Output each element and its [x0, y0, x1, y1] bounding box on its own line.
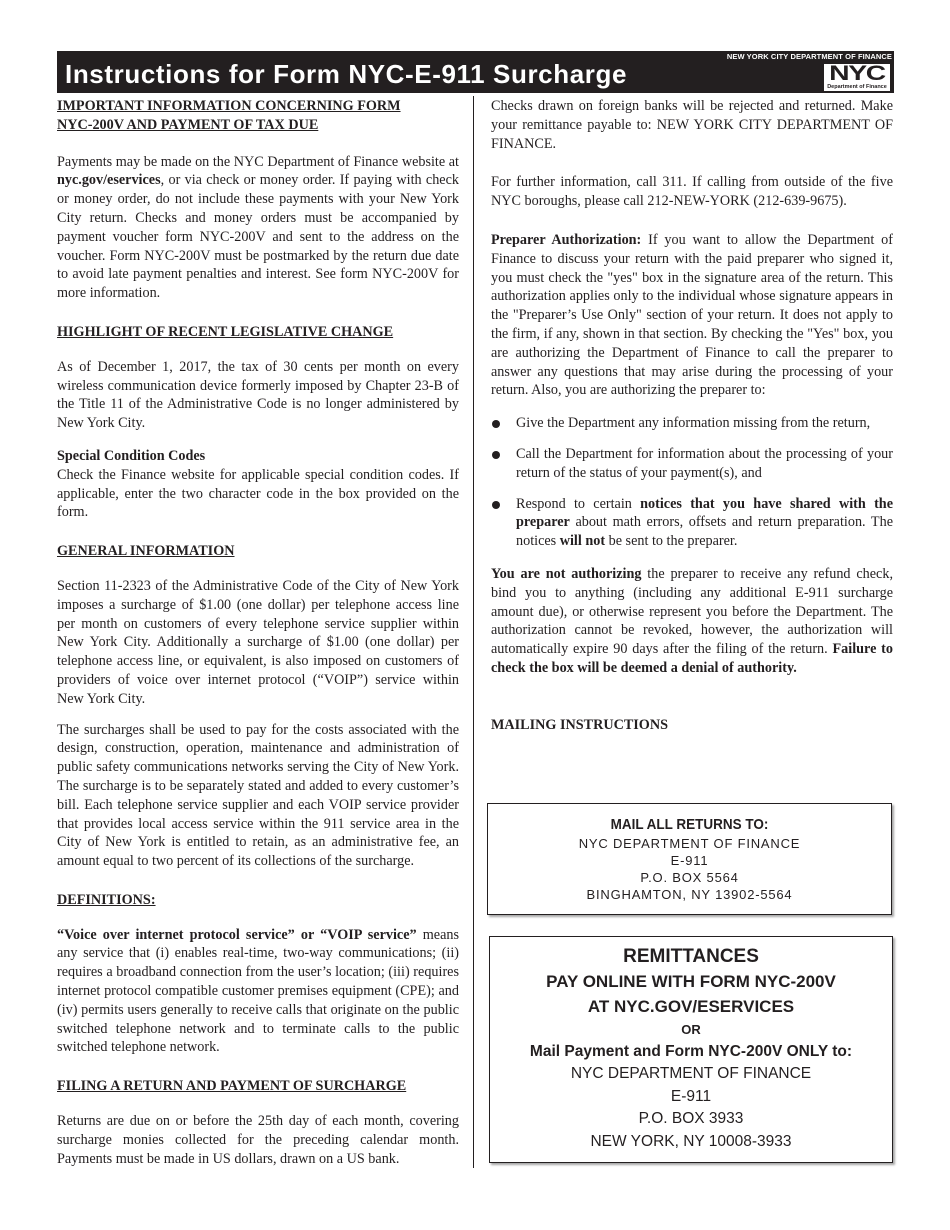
remit-line-1: PAY ONLINE WITH FORM NYC-200V [546, 972, 836, 991]
list-item: Give the Department any information missing from the return, [491, 414, 893, 433]
remit-address-4: NEW YORK, NY 10008-3933 [590, 1132, 792, 1150]
remit-mail-line: Mail Payment and Form NYC-200V ONLY to: [529, 1043, 853, 1060]
department-name: NEW YORK CITY DEPARTMENT OF FINANCE [726, 52, 892, 61]
definitions-term: “Voice over internet protocol service” or “VOIP service” [57, 926, 417, 943]
filing-paragraph: Returns are due on or before the 25th day of each month, covering surcharge monies collected for the preceding calendar month. Payments must be made in US dollars, drawn on a US bank. [57, 1113, 459, 1167]
remit-line-2: AT NYC.GOV/ESERVICES [587, 997, 795, 1016]
definitions-paragraph [57, 926, 459, 1058]
logo-text: NYC [829, 62, 885, 85]
list-item [491, 495, 893, 551]
general-info-paragraph-2: The surcharges shall be used to pay for the costs associated with the design, construction, operation, maintenance and administration of public safety communications networks serving the City of New York. The surcharge is to be separately stated and added to every customer’s bill. Each telephone service supplier and each VOIP service provider that provides local access service within the 911 service area in the City of New York is entitled to retain, as an administrative fee, an amount equal to two percent of its collections of the surcharge. [57, 721, 459, 870]
page-title: Instructions for Form NYC-E-911 Surcharge [65, 59, 628, 89]
further-info-paragraph: For further information, call 311. If calling from outside of the five NYC boroughs, please call 212-NEW-YORK (212-639-9675). [491, 174, 893, 210]
right-column [491, 97, 893, 735]
mail-box-title: MAIL ALL RETURNS TO: [610, 816, 769, 833]
highlight-paragraph: As of December 1, 2017, the tax of 30 cents per month on every wireless communication device formerly imposed by Chapter 23-B of the Title 11 of the Administrative Code is no longer administered by New York City. [57, 358, 459, 432]
mail-box-line-2: E-911 [670, 853, 709, 868]
preparer-paragraph [491, 231, 893, 400]
list-item: Call the Department for information about the processing of your return of the status of your payment(s), and [491, 445, 893, 483]
left-column [57, 97, 459, 1184]
general-info-heading: GENERAL INFORMATION [57, 543, 235, 560]
nyc-logo [823, 63, 891, 92]
remit-title: REMITTANCES [623, 946, 759, 967]
mailing-instructions-heading: MAILING INSTRUCTIONS [491, 716, 668, 733]
important-heading-line-2: NYC-200V AND PAYMENT OF TAX DUE [57, 116, 319, 133]
highlight-heading: HIGHLIGHT OF RECENT LEGISLATIVE CHANGE [57, 323, 394, 340]
failure-statement: Failure to check the box will be deemed a denial of authority. [491, 641, 893, 676]
mail-returns-box [487, 803, 892, 915]
not-authorizing-paragraph [491, 565, 893, 678]
title-banner [57, 51, 894, 93]
mail-box-line-1: NYC DEPARTMENT OF FINANCE [578, 836, 801, 851]
payment-text-b: , or via check or money order. If paying with check or money order, do not include these payments with your New York City return. Checks and money orders must be accompanied by payment voucher form NYC-200V and sent to the address on the voucher. Form NYC-200V must be postmarked by the return due date to avoid late payment penalties and interest. See form NYC-200V for more information. [57, 172, 459, 302]
general-info-paragraph-1: Section 11-2323 of the Administrative Code of the City of New York imposes a surcharge of $1.00 (one dollar) per telephone access line per month on customers of every telephone service supplier within New York City. Additionally a surcharge of $1.00 (one dollar) per telephone access line, or equivalent, is also imposed on customers of providers of voice over internet protocol (“VOIP”) service within New York City. [57, 577, 459, 707]
preparer-text: If you want to allow the Department of Finance to discuss your return with the paid preparer who signed it, you must check the "yes" box in the signature area of the return. This authorization applies only to the individual whose signature appears in the "Preparer’s Use Only" section of your return. It does not apply to the firm, if any, shown in that section. By checking the "Yes" box, you are authorizing the Department of Finance to call the preparer to answer any questions that may arise during the processing of your return. Also, you are authorizing the preparer to: [491, 231, 894, 399]
mail-box-line-3: P.O. BOX 5564 [640, 870, 739, 885]
definitions-text: means any service that (i) enables real-time, two-way communications; (ii) requires a broadband connection from the user’s location; (iii) requires internet protocol compatible customer premises equipment (CPE); and (iv) permits users generally to receive calls that originate on the public switched telephone network and to terminate calls to the public switched telephone network. [57, 926, 459, 1056]
remit-address-3: P.O. BOX 3933 [638, 1110, 744, 1127]
remittances-box [489, 936, 893, 1163]
bullet3-bold-b: notices that you have shared with the preparer [516, 495, 893, 531]
not-authorizing-label: You are not authorizing [491, 565, 642, 582]
preparer-label: Preparer Authorization: [491, 231, 642, 248]
definitions-heading: DEFINITIONS: [57, 891, 156, 908]
bullet3-text-c: about math errors, offsets and return preparation. The notices [516, 514, 893, 550]
special-codes-paragraph: Check the Finance website for applicable special condition codes. If applicable, enter the two character code in the box provided on the form. [57, 466, 459, 521]
filing-heading: FILING A RETURN AND PAYMENT OF SURCHARGE [57, 1078, 407, 1095]
remit-address-1: NYC DEPARTMENT OF FINANCE [570, 1065, 812, 1082]
payment-paragraph [57, 153, 459, 303]
column-divider [473, 96, 474, 1168]
bullet3-text-e: be sent to the preparer. [605, 533, 738, 550]
remit-address-2: E-911 [670, 1087, 712, 1105]
preparer-bullet-list [491, 414, 893, 551]
bullet3-bold-d: will not [559, 533, 606, 550]
important-heading [57, 97, 459, 135]
checks-paragraph: Checks drawn on foreign banks will be rejected and returned. Make your remittance payable to: NEW YORK CITY DEPARTMENT OF FINANCE. [491, 98, 893, 152]
bullet3-text-a: Respond to certain [516, 495, 641, 512]
mail-box-line-4: BINGHAMTON, NY 13902-5564 [586, 887, 793, 902]
important-heading-line-1: IMPORTANT INFORMATION CONCERNING FORM [57, 98, 401, 114]
remit-or: OR [681, 1022, 701, 1037]
eservices-link[interactable]: nyc.gov/eservices [57, 172, 161, 189]
not-authorizing-text: the preparer to receive any refund check, bind you to anything (including any additional E-911 surcharge amount due), or otherwise represent you before the Department. The authorization cannot be revoked, however, the authorization will automatically expire 90 days after the filing of the return. [491, 565, 893, 658]
payment-text-a: Payments may be made on the NYC Department of Finance website at [57, 153, 459, 170]
special-codes-heading: Special Condition Codes [57, 447, 206, 464]
logo-subtext: Department of Finance [827, 84, 887, 90]
